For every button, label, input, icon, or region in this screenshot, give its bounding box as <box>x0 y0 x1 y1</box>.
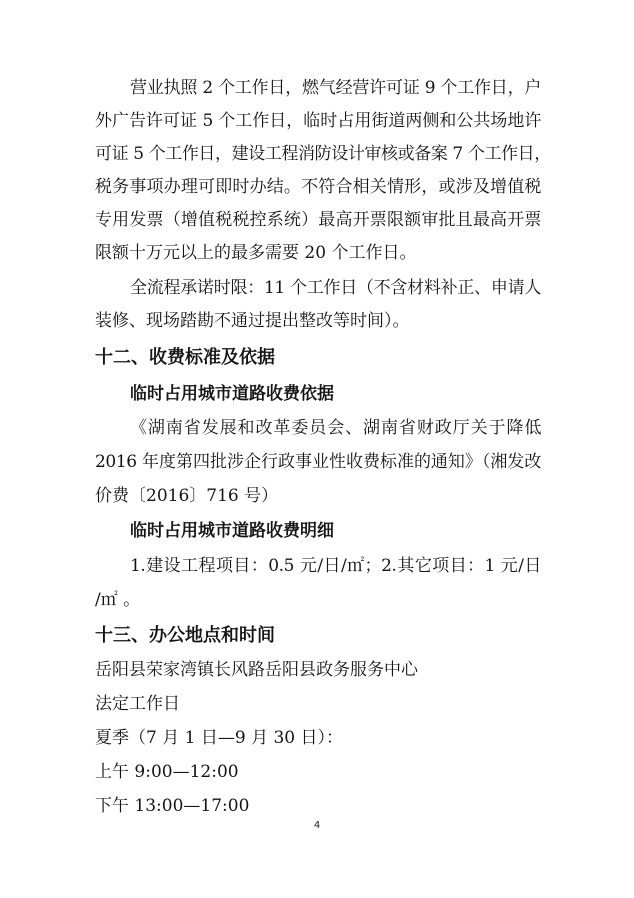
office-hours-morning: 上午 9:00—12:00 <box>95 762 239 782</box>
paragraph-line: 1.建设工程项目：0.5 元/日/㎡；2.其它项目：1 元/日 <box>130 556 541 576</box>
paragraph-line: 夏季（7 月 1 日—9 月 30 日）： <box>95 728 344 748</box>
paragraph-line: 营业执照 2 个工作日，燃气经营许可证 9 个工作日，户 <box>130 78 541 98</box>
office-hours-afternoon: 下午 13:00—17:00 <box>95 796 250 816</box>
page-number: 4 <box>313 820 321 831</box>
subsection-heading: 临时占用城市道路收费依据 <box>130 384 334 404</box>
paragraph-line: 法定工作日 <box>95 694 180 714</box>
paragraph-line: 《湖南省发展和改革委员会、湖南省财政厅关于降低 <box>130 418 541 438</box>
section-heading: 十二、收费标准及依据 <box>95 347 275 368</box>
paragraph-line: 价费〔2016〕716 号） <box>95 486 279 506</box>
paragraph-line: /㎡ 。 <box>95 590 141 610</box>
paragraph-line: 税务事项办理可即时办结。不符合相关情形，或涉及增值税 <box>95 177 541 197</box>
paragraph-line: 全流程承诺时限：11 个工作日（不含材料补正、申请人 <box>130 278 541 298</box>
section-heading: 十三、办公地点和时间 <box>95 625 275 646</box>
subsection-heading: 临时占用城市道路收费明细 <box>130 521 334 541</box>
paragraph-line: 装修、现场踏勘不通过提出整改等时间）。 <box>95 311 410 331</box>
paragraph-line: 外广告许可证 5 个工作日，临时占用街道两侧和公共场地许 <box>95 111 541 131</box>
office-address: 岳阳县荣家湾镇长风路岳阳县政务服务中心 <box>95 660 418 680</box>
paragraph-line: 可证 5 个工作日，建设工程消防设计审核或备案 7 个工作日， <box>95 144 551 164</box>
paragraph-line: 2016 年度第四批涉企行政事业性收费标准的通知》（湘发改 <box>95 452 541 472</box>
paragraph-line: 限额十万元以上的最多需要 20 个工作日。 <box>95 243 417 263</box>
paragraph-line: 专用发票（增值税税控系统）最高开票限额审批且最高开票 <box>95 210 541 230</box>
